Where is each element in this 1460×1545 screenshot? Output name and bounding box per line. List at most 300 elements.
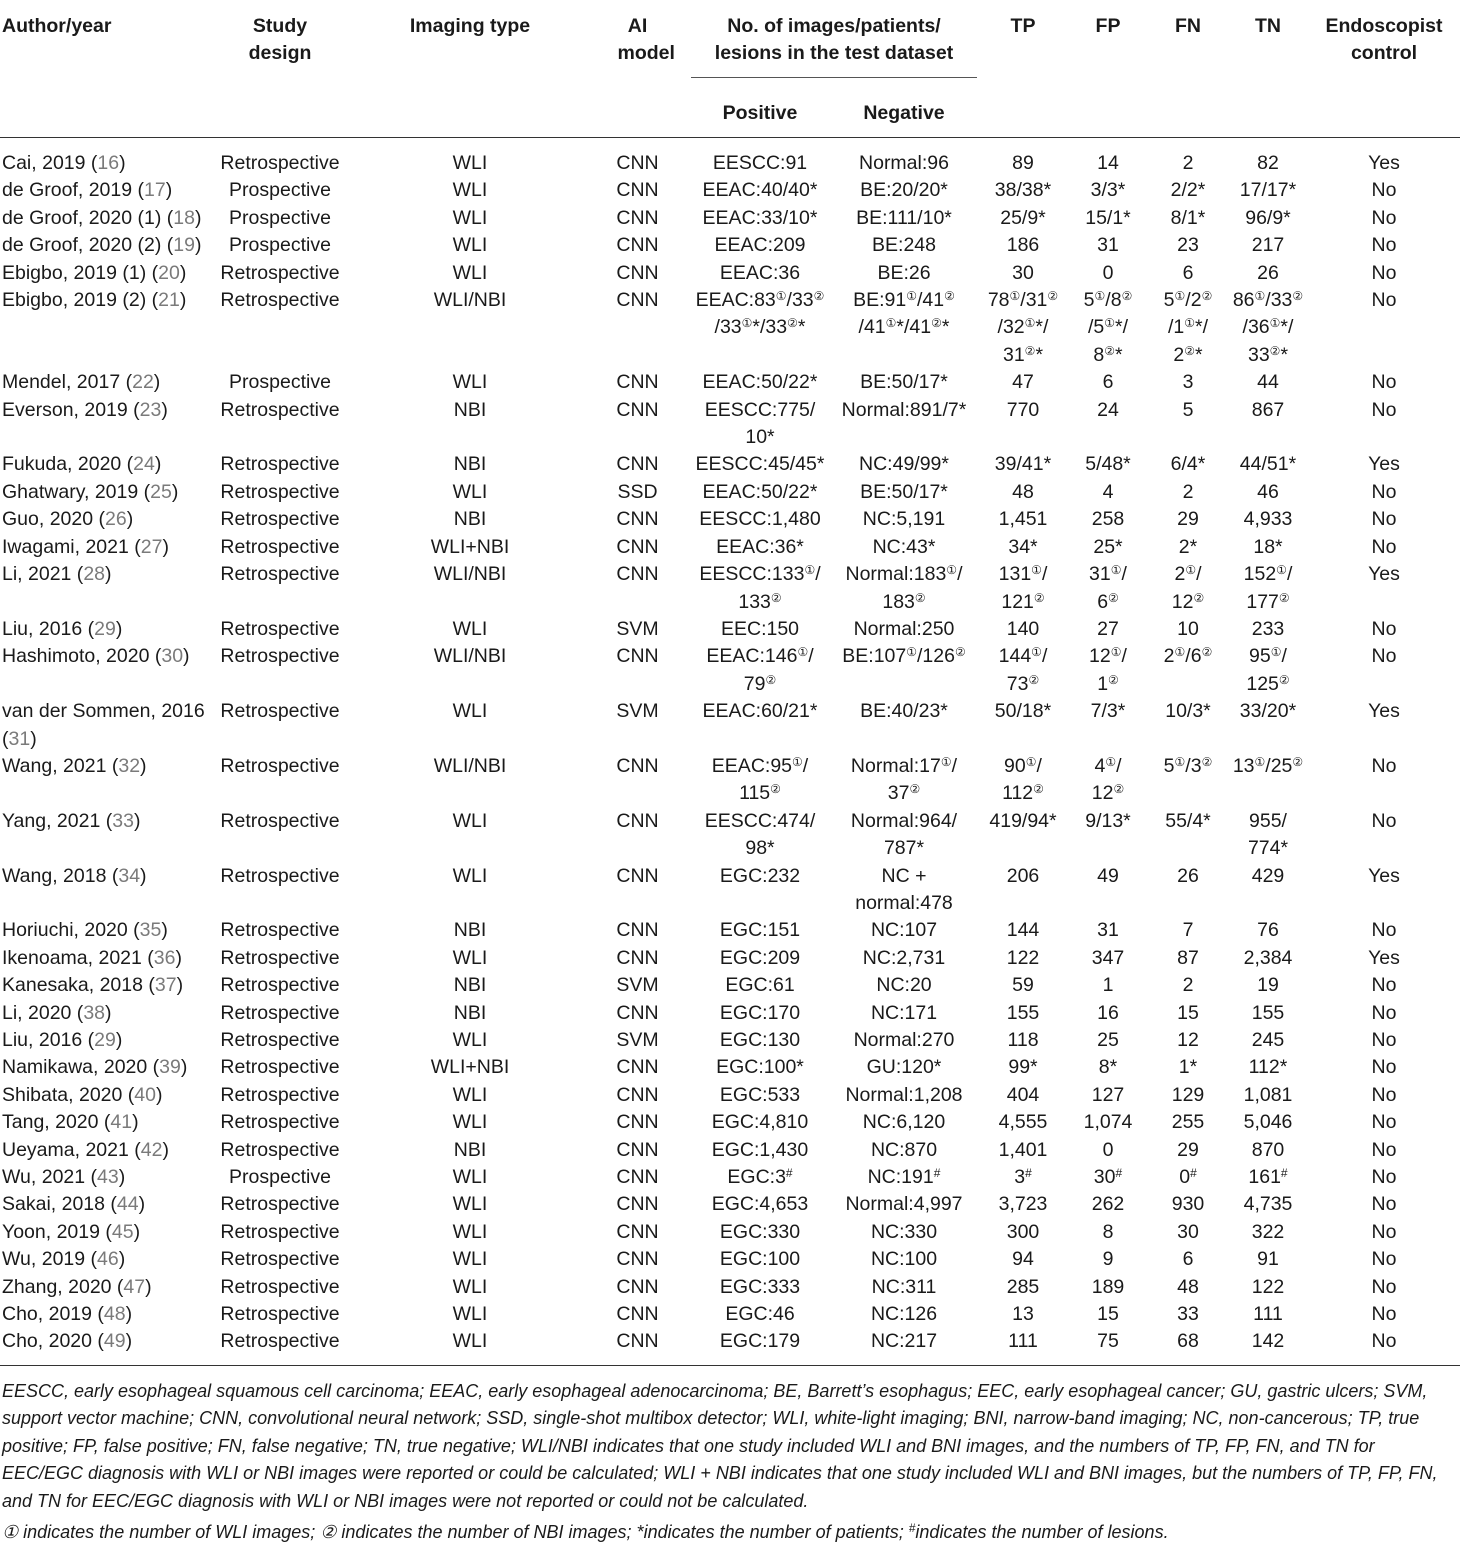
cell-positive bbox=[690, 287, 830, 369]
reference-link[interactable]: 16 bbox=[97, 152, 120, 174]
cell-imaging-type: WLI bbox=[452, 617, 488, 640]
reference-link[interactable]: 22 bbox=[132, 371, 154, 394]
cell-fn-line: 29 bbox=[1177, 1138, 1199, 1161]
reference-link[interactable]: 42 bbox=[140, 1138, 163, 1161]
cell-author: Ghatwary, 2019 (25) bbox=[2, 480, 179, 503]
table-row bbox=[0, 1301, 1460, 1328]
cell-fn bbox=[1148, 369, 1228, 396]
cell-negative-line: Normal:96 bbox=[859, 152, 949, 174]
cell-negative-line: Normal:270 bbox=[853, 1029, 955, 1051]
cell-endoscopist-control: No bbox=[1371, 480, 1397, 503]
cell-tp-line: 131①/ bbox=[998, 563, 1048, 586]
cell-fn-line: 6 bbox=[1182, 1248, 1194, 1271]
cell-fp-line: 127 bbox=[1091, 1083, 1125, 1106]
cell-negative bbox=[830, 1137, 978, 1164]
cell-imaging-type: WLI bbox=[452, 261, 488, 284]
cell-tp-line: 47 bbox=[1012, 371, 1034, 394]
cell-fp-line: 31 bbox=[1097, 919, 1119, 942]
cell-fp bbox=[1068, 506, 1148, 533]
reference-link[interactable]: 36 bbox=[153, 946, 176, 969]
cell-positive-line: 79② bbox=[743, 672, 777, 695]
cell-fn bbox=[1148, 1191, 1228, 1218]
cell-tp-line: 4,555 bbox=[998, 1111, 1048, 1134]
cell-study-design: Retrospective bbox=[220, 617, 340, 640]
cell-fn bbox=[1148, 506, 1228, 533]
reference-link[interactable]: 30 bbox=[161, 645, 184, 668]
cell-ai-model: CNN bbox=[616, 1193, 659, 1216]
cell-author: Iwagami, 2021 (27) bbox=[2, 535, 169, 558]
cell-fp-line: 4 bbox=[1102, 480, 1114, 503]
cell-positive-line: EGC:61 bbox=[725, 974, 795, 997]
cell-fn-line: 30 bbox=[1177, 1220, 1199, 1243]
cell-study-design: Retrospective bbox=[220, 480, 340, 503]
cell-tp-line: 25/9* bbox=[1000, 206, 1046, 229]
reference-link[interactable]: 20 bbox=[158, 261, 180, 284]
cell-fp bbox=[1068, 287, 1148, 369]
cell-fn-line: 5①/3② bbox=[1163, 754, 1213, 777]
cell-tp-line: 13 bbox=[1012, 1303, 1034, 1326]
header-study-design bbox=[205, 0, 355, 138]
cell-negative-line: NC:311 bbox=[871, 1275, 937, 1298]
cell-tp bbox=[978, 138, 1068, 178]
cell-fn bbox=[1148, 1109, 1228, 1136]
cell-positive-line: EEAC:95①/ bbox=[711, 754, 809, 777]
cell-study-design: Retrospective bbox=[220, 1275, 340, 1298]
table-row bbox=[0, 1219, 1460, 1246]
cell-tn bbox=[1228, 616, 1308, 643]
cell-fp bbox=[1068, 177, 1148, 204]
cell-fp-line: 16 bbox=[1097, 1001, 1119, 1024]
cell-author: Mendel, 2017 (22) bbox=[2, 371, 161, 394]
reference-link[interactable]: 41 bbox=[110, 1111, 133, 1134]
cell-negative bbox=[830, 1274, 978, 1301]
cell-tp bbox=[978, 1164, 1068, 1191]
reference-link[interactable]: 25 bbox=[150, 480, 172, 503]
cell-author: de Groof, 2020 (1) (18) bbox=[2, 206, 202, 229]
reference-link[interactable]: 46 bbox=[97, 1248, 119, 1271]
reference-link[interactable]: 17 bbox=[144, 179, 166, 202]
cell-author: de Groof, 2020 (2) (19) bbox=[2, 234, 202, 257]
cell-tp-line: /32①*/ bbox=[997, 316, 1049, 339]
cell-fp bbox=[1068, 1246, 1148, 1273]
cell-endoscopist-control: Yes bbox=[1368, 152, 1400, 174]
table-row bbox=[0, 1082, 1460, 1109]
cell-positive bbox=[690, 1054, 830, 1081]
cell-imaging-type: WLI bbox=[452, 1220, 488, 1243]
cell-fp bbox=[1068, 369, 1148, 396]
cell-fp-line: 49 bbox=[1097, 864, 1119, 887]
cell-ai-model: CNN bbox=[616, 946, 659, 969]
cell-negative-line: NC:191# bbox=[867, 1166, 941, 1189]
cell-fn-line: 2 bbox=[1182, 974, 1194, 997]
reference-link[interactable]: 19 bbox=[173, 234, 195, 257]
cell-fp bbox=[1068, 1027, 1148, 1054]
cell-imaging-type: WLI bbox=[452, 1248, 488, 1271]
cell-ai-model: CNN bbox=[616, 1083, 659, 1106]
cell-tp-line: 118 bbox=[1007, 1029, 1039, 1051]
cell-imaging-type: NBI bbox=[453, 1001, 487, 1024]
cell-negative-line: NC:107 bbox=[870, 919, 938, 942]
header-fp: FP bbox=[1068, 0, 1148, 138]
cell-tn bbox=[1228, 1246, 1308, 1273]
cell-fp-line: 12② bbox=[1091, 782, 1125, 805]
cell-negative-line: BE:40/23* bbox=[860, 700, 948, 723]
cell-tp bbox=[978, 260, 1068, 287]
reference-link[interactable]: 18 bbox=[173, 206, 195, 229]
cell-positive-line: EGC:4,810 bbox=[711, 1111, 809, 1134]
cell-imaging-type: WLI/NBI bbox=[433, 289, 507, 312]
cell-ai-model: CNN bbox=[616, 1303, 659, 1326]
cell-fn bbox=[1148, 616, 1228, 643]
cell-negative bbox=[830, 863, 978, 918]
cell-fn-line: 3 bbox=[1182, 371, 1194, 394]
header-ai-model bbox=[585, 0, 690, 138]
cell-positive-line: 115② bbox=[739, 782, 781, 805]
cell-negative-line: Normal:17①/ bbox=[850, 754, 958, 777]
table-row bbox=[0, 397, 1460, 452]
cell-tp-line: 111 bbox=[1008, 1330, 1038, 1353]
cell-fn bbox=[1148, 1164, 1228, 1191]
cell-ai-model: CNN bbox=[616, 1138, 659, 1161]
cell-tp bbox=[978, 616, 1068, 643]
cell-tn bbox=[1228, 753, 1308, 808]
reference-link[interactable]: 39 bbox=[159, 1056, 181, 1079]
cell-endoscopist-control: Yes bbox=[1368, 700, 1400, 723]
cell-fn-line: 2②* bbox=[1173, 343, 1203, 366]
table-row bbox=[0, 534, 1460, 561]
cell-ai-model: CNN bbox=[616, 1001, 659, 1024]
cell-tp-line: 99* bbox=[1008, 1056, 1038, 1079]
cell-tn bbox=[1228, 1301, 1308, 1328]
cell-fn bbox=[1148, 1082, 1228, 1109]
cell-positive-line: EEAC:146①/ bbox=[706, 645, 814, 668]
cell-positive-line: EEAC:36* bbox=[716, 535, 804, 558]
cell-positive-line: EESCC:775/ bbox=[704, 398, 816, 421]
reference-link[interactable]: 44 bbox=[116, 1193, 139, 1216]
cell-tp-line: 121② bbox=[1001, 590, 1045, 613]
cell-negative-line: BE:248 bbox=[872, 234, 936, 257]
cell-fn bbox=[1148, 753, 1228, 808]
header-author: Author/year bbox=[0, 0, 205, 138]
cell-ai-model: CNN bbox=[616, 152, 659, 174]
cell-fp-line: 30# bbox=[1093, 1166, 1123, 1189]
cell-tn bbox=[1228, 643, 1308, 698]
cell-negative-line: BE:50/17* bbox=[860, 371, 948, 394]
cell-positive-line: EEAC:60/21* bbox=[702, 700, 818, 723]
cell-ai-model: CNN bbox=[616, 234, 659, 257]
cell-positive bbox=[690, 232, 830, 259]
reference-link[interactable]: 43 bbox=[97, 1166, 119, 1189]
cell-positive-line: EEAC:36 bbox=[719, 261, 801, 284]
cell-fn-line: /1①*/ bbox=[1167, 316, 1209, 339]
cell-positive bbox=[690, 1301, 830, 1328]
cell-ai-model: CNN bbox=[616, 453, 659, 476]
cell-negative bbox=[830, 205, 978, 232]
cell-study-design: Retrospective bbox=[220, 1056, 340, 1079]
cell-endoscopist-control: No bbox=[1371, 234, 1397, 257]
reference-link[interactable]: 40 bbox=[134, 1083, 156, 1106]
cell-ai-model: CNN bbox=[616, 563, 659, 586]
table-row bbox=[0, 917, 1460, 944]
cell-tn-line: /36①*/ bbox=[1242, 316, 1294, 339]
reference-link[interactable]: 24 bbox=[133, 453, 155, 476]
cell-fp bbox=[1068, 698, 1148, 753]
cell-fn bbox=[1148, 397, 1228, 452]
cell-positive-line: EGC:533 bbox=[719, 1083, 801, 1106]
cell-negative-line: BE:26 bbox=[877, 261, 931, 284]
cell-fn-line: 930 bbox=[1171, 1193, 1205, 1216]
cell-tp bbox=[978, 698, 1068, 753]
cell-negative bbox=[830, 753, 978, 808]
cell-negative-line: /41①*/41②* bbox=[858, 316, 950, 339]
cell-fp-line: 25* bbox=[1093, 535, 1123, 558]
cell-positive-line: EGC:209 bbox=[719, 946, 801, 969]
reference-link[interactable]: 47 bbox=[123, 1275, 146, 1298]
cell-fn bbox=[1148, 260, 1228, 287]
cell-imaging-type: WLI/NBI bbox=[433, 563, 507, 586]
cell-fp-line: 1,074 bbox=[1083, 1111, 1133, 1134]
cell-positive-line: EGC:170 bbox=[719, 1001, 801, 1024]
cell-study-design: Prospective bbox=[229, 1166, 331, 1189]
cell-fp-line: 12①/ bbox=[1089, 645, 1127, 668]
cell-ai-model: CNN bbox=[616, 289, 659, 312]
header-test-dataset-group bbox=[690, 0, 978, 88]
cell-tn-line: 774* bbox=[1247, 837, 1289, 860]
reference-link[interactable]: 23 bbox=[139, 398, 162, 421]
cell-positive bbox=[690, 1219, 830, 1246]
cell-imaging-type: WLI bbox=[452, 1275, 488, 1298]
cell-fp-line: 7/3* bbox=[1090, 700, 1126, 723]
cell-ai-model: CNN bbox=[616, 371, 659, 394]
cell-tp-line: 144①/ bbox=[998, 645, 1048, 668]
cell-positive-line: EESCC:1,480 bbox=[699, 508, 821, 531]
cell-endoscopist-control: No bbox=[1371, 1220, 1397, 1243]
cell-positive bbox=[690, 1328, 830, 1365]
reference-link[interactable]: 27 bbox=[140, 535, 163, 558]
cell-tn-line: 4,735 bbox=[1243, 1193, 1293, 1216]
cell-positive-line: EGC:333 bbox=[719, 1275, 801, 1298]
cell-author: Wu, 2019 (46) bbox=[2, 1248, 126, 1271]
reference-link[interactable]: 32 bbox=[118, 754, 141, 777]
cell-study-design: Retrospective bbox=[220, 453, 340, 476]
cell-endoscopist-control: No bbox=[1371, 1001, 1397, 1024]
reference-link[interactable]: 35 bbox=[139, 919, 162, 942]
cell-tn-line: 870 bbox=[1251, 1138, 1285, 1161]
cell-imaging-type: WLI bbox=[452, 1303, 488, 1326]
table-row bbox=[0, 616, 1460, 643]
cell-author: Wang, 2018 (34) bbox=[2, 864, 147, 887]
cell-fp bbox=[1068, 1301, 1148, 1328]
reference-link[interactable]: 29 bbox=[94, 617, 116, 640]
cell-ai-model: CNN bbox=[616, 508, 659, 531]
cell-imaging-type: WLI bbox=[452, 371, 488, 394]
cell-fn-line: 33 bbox=[1177, 1303, 1199, 1326]
cell-positive-line: 10* bbox=[745, 426, 775, 449]
cell-negative bbox=[830, 945, 978, 972]
cell-negative-line: NC:171 bbox=[870, 1001, 938, 1024]
cell-tn bbox=[1228, 177, 1308, 204]
cell-author: Fukuda, 2020 (24) bbox=[2, 453, 162, 476]
cell-study-design: Retrospective bbox=[220, 152, 340, 174]
cell-negative bbox=[830, 972, 978, 999]
cell-fn-line: 6/4* bbox=[1170, 453, 1206, 476]
cell-fp-line: 8 bbox=[1102, 1220, 1114, 1243]
reference-link[interactable]: 34 bbox=[118, 864, 141, 887]
cell-fp-line: 24 bbox=[1097, 398, 1119, 421]
reference-link[interactable]: 29 bbox=[94, 1029, 116, 1051]
cell-study-design: Retrospective bbox=[220, 1303, 340, 1326]
table-row bbox=[0, 1109, 1460, 1136]
cell-endoscopist-control: No bbox=[1371, 371, 1397, 394]
header-fn: FN bbox=[1148, 0, 1228, 138]
table-row bbox=[0, 205, 1460, 232]
table-row bbox=[0, 1000, 1460, 1027]
cell-fp bbox=[1068, 534, 1148, 561]
cell-negative-line: BE:111/10* bbox=[856, 206, 952, 229]
cell-tp bbox=[978, 534, 1068, 561]
cell-tn-line: 322 bbox=[1251, 1220, 1285, 1243]
table-row bbox=[0, 1164, 1460, 1191]
cell-endoscopist-control: No bbox=[1371, 1029, 1397, 1051]
cell-author: Ebigbo, 2019 (2) (21) bbox=[2, 289, 187, 312]
cell-tp bbox=[978, 1191, 1068, 1218]
cell-positive-line: EGC:100 bbox=[719, 1248, 801, 1271]
table-row bbox=[0, 1191, 1460, 1218]
cell-fp-line: 31①/ bbox=[1089, 563, 1127, 586]
cell-fn bbox=[1148, 534, 1228, 561]
cell-imaging-type: WLI bbox=[452, 152, 488, 174]
cell-fn bbox=[1148, 561, 1228, 616]
cell-fp bbox=[1068, 1054, 1148, 1081]
cell-imaging-type: WLI bbox=[452, 1111, 488, 1134]
table-row bbox=[0, 863, 1460, 918]
reference-link[interactable]: 49 bbox=[103, 1330, 126, 1353]
cell-tn-line: 46 bbox=[1257, 480, 1279, 503]
cell-fp-line: 9 bbox=[1102, 1248, 1114, 1271]
cell-fn-line: 5 bbox=[1182, 398, 1194, 421]
cell-imaging-type: NBI bbox=[453, 508, 487, 531]
cell-fp bbox=[1068, 1191, 1148, 1218]
cell-tp-line: 94 bbox=[1012, 1248, 1034, 1271]
table-row bbox=[0, 1274, 1460, 1301]
table-row bbox=[0, 1137, 1460, 1164]
symbols-footnote-text: ① indicates the number of WLI images; ② indicates the number of NBI images; *indicates the number of patients; #indicates the number of lesions. bbox=[2, 1521, 1169, 1543]
cell-tp bbox=[978, 479, 1068, 506]
cell-fp-line: 15 bbox=[1097, 1303, 1119, 1326]
cell-negative bbox=[830, 451, 978, 478]
cell-study-design: Retrospective bbox=[220, 809, 340, 832]
cell-tp bbox=[978, 1328, 1068, 1365]
cell-study-design: Prospective bbox=[229, 234, 331, 257]
cell-positive bbox=[690, 138, 830, 178]
cell-author: Wu, 2021 (43) bbox=[2, 1166, 126, 1189]
cell-positive bbox=[690, 506, 830, 533]
cell-tp-line: 31②* bbox=[1002, 343, 1044, 366]
cell-tn-line: 177② bbox=[1246, 590, 1290, 613]
cell-ai-model: CNN bbox=[616, 1166, 659, 1189]
cell-tn bbox=[1228, 561, 1308, 616]
cell-fp bbox=[1068, 972, 1148, 999]
cell-imaging-type: WLI bbox=[452, 179, 488, 202]
reference-link[interactable]: 21 bbox=[158, 289, 180, 312]
cell-tp-line: 3,723 bbox=[998, 1193, 1048, 1216]
cell-study-design: Retrospective bbox=[220, 1138, 340, 1161]
cell-fp bbox=[1068, 1164, 1148, 1191]
cell-fp-line: 15/1* bbox=[1085, 206, 1131, 229]
cell-study-design: Retrospective bbox=[220, 946, 340, 969]
cell-study-design: Retrospective bbox=[220, 508, 340, 531]
cell-positive bbox=[690, 1027, 830, 1054]
cell-author: Cho, 2020 (49) bbox=[2, 1330, 133, 1353]
table-row bbox=[0, 698, 1460, 753]
reference-link[interactable]: 33 bbox=[112, 809, 134, 832]
cell-tn-line: 19 bbox=[1257, 974, 1279, 997]
cell-negative bbox=[830, 698, 978, 753]
cell-tp-line: 39/41* bbox=[994, 453, 1052, 476]
cell-negative-line: NC + bbox=[881, 864, 927, 887]
reference-link[interactable]: 37 bbox=[154, 974, 177, 997]
cell-author: Hashimoto, 2020 (30) bbox=[2, 645, 190, 668]
header-imaging-type: Imaging type bbox=[355, 0, 585, 138]
cell-tn-line: 44/51* bbox=[1239, 453, 1297, 476]
reference-link[interactable]: 26 bbox=[104, 508, 127, 531]
cell-negative-line: NC:100 bbox=[870, 1248, 938, 1271]
cell-fn-line: 0# bbox=[1179, 1166, 1197, 1189]
reference-link[interactable]: 31 bbox=[8, 727, 31, 750]
cell-negative bbox=[830, 287, 978, 369]
table-row bbox=[0, 972, 1460, 999]
cell-fp bbox=[1068, 753, 1148, 808]
cell-negative bbox=[830, 1082, 978, 1109]
reference-link[interactable]: 38 bbox=[83, 1001, 106, 1024]
cell-negative-line: Normal:250 bbox=[853, 617, 955, 640]
cell-tn-line: 2,384 bbox=[1243, 946, 1293, 969]
cell-tp bbox=[978, 1274, 1068, 1301]
reference-link[interactable]: 45 bbox=[111, 1220, 134, 1243]
cell-study-design: Retrospective bbox=[220, 864, 340, 887]
table-row bbox=[0, 561, 1460, 616]
cell-positive-line: EESCC:45/45* bbox=[695, 453, 825, 476]
cell-tp-line: 186 bbox=[1006, 234, 1040, 257]
cell-author: Ebigbo, 2019 (1) (20) bbox=[2, 261, 187, 284]
cell-fn-line: 129 bbox=[1171, 1083, 1205, 1106]
cell-tn bbox=[1228, 917, 1308, 944]
cell-positive bbox=[690, 205, 830, 232]
cell-endoscopist-control: No bbox=[1371, 1248, 1397, 1271]
cell-fn-line: 1* bbox=[1178, 1056, 1198, 1079]
header-test-dataset-label: No. of images/patients/ lesions in the test dataset bbox=[714, 15, 954, 64]
cell-positive bbox=[690, 397, 830, 452]
cell-negative bbox=[830, 643, 978, 698]
cell-imaging-type: WLI bbox=[452, 1029, 488, 1051]
cell-author: Zhang, 2020 (47) bbox=[2, 1275, 152, 1298]
cell-negative bbox=[830, 561, 978, 616]
cell-fn bbox=[1148, 1328, 1228, 1365]
cell-tp-line: 206 bbox=[1006, 864, 1040, 887]
reference-link[interactable]: 28 bbox=[83, 563, 106, 586]
cell-positive-line: EGC:100* bbox=[716, 1056, 804, 1079]
cell-tp bbox=[978, 1219, 1068, 1246]
cell-fn-line: 48 bbox=[1177, 1275, 1199, 1298]
header-tp: TP bbox=[978, 0, 1068, 138]
reference-link[interactable]: 48 bbox=[103, 1303, 126, 1326]
table-row bbox=[0, 369, 1460, 396]
table-row bbox=[0, 232, 1460, 259]
cell-positive bbox=[690, 616, 830, 643]
cell-negative-line: Normal:1,208 bbox=[845, 1083, 963, 1106]
table-row bbox=[0, 1027, 1460, 1054]
cell-ai-model: CNN bbox=[616, 179, 659, 202]
